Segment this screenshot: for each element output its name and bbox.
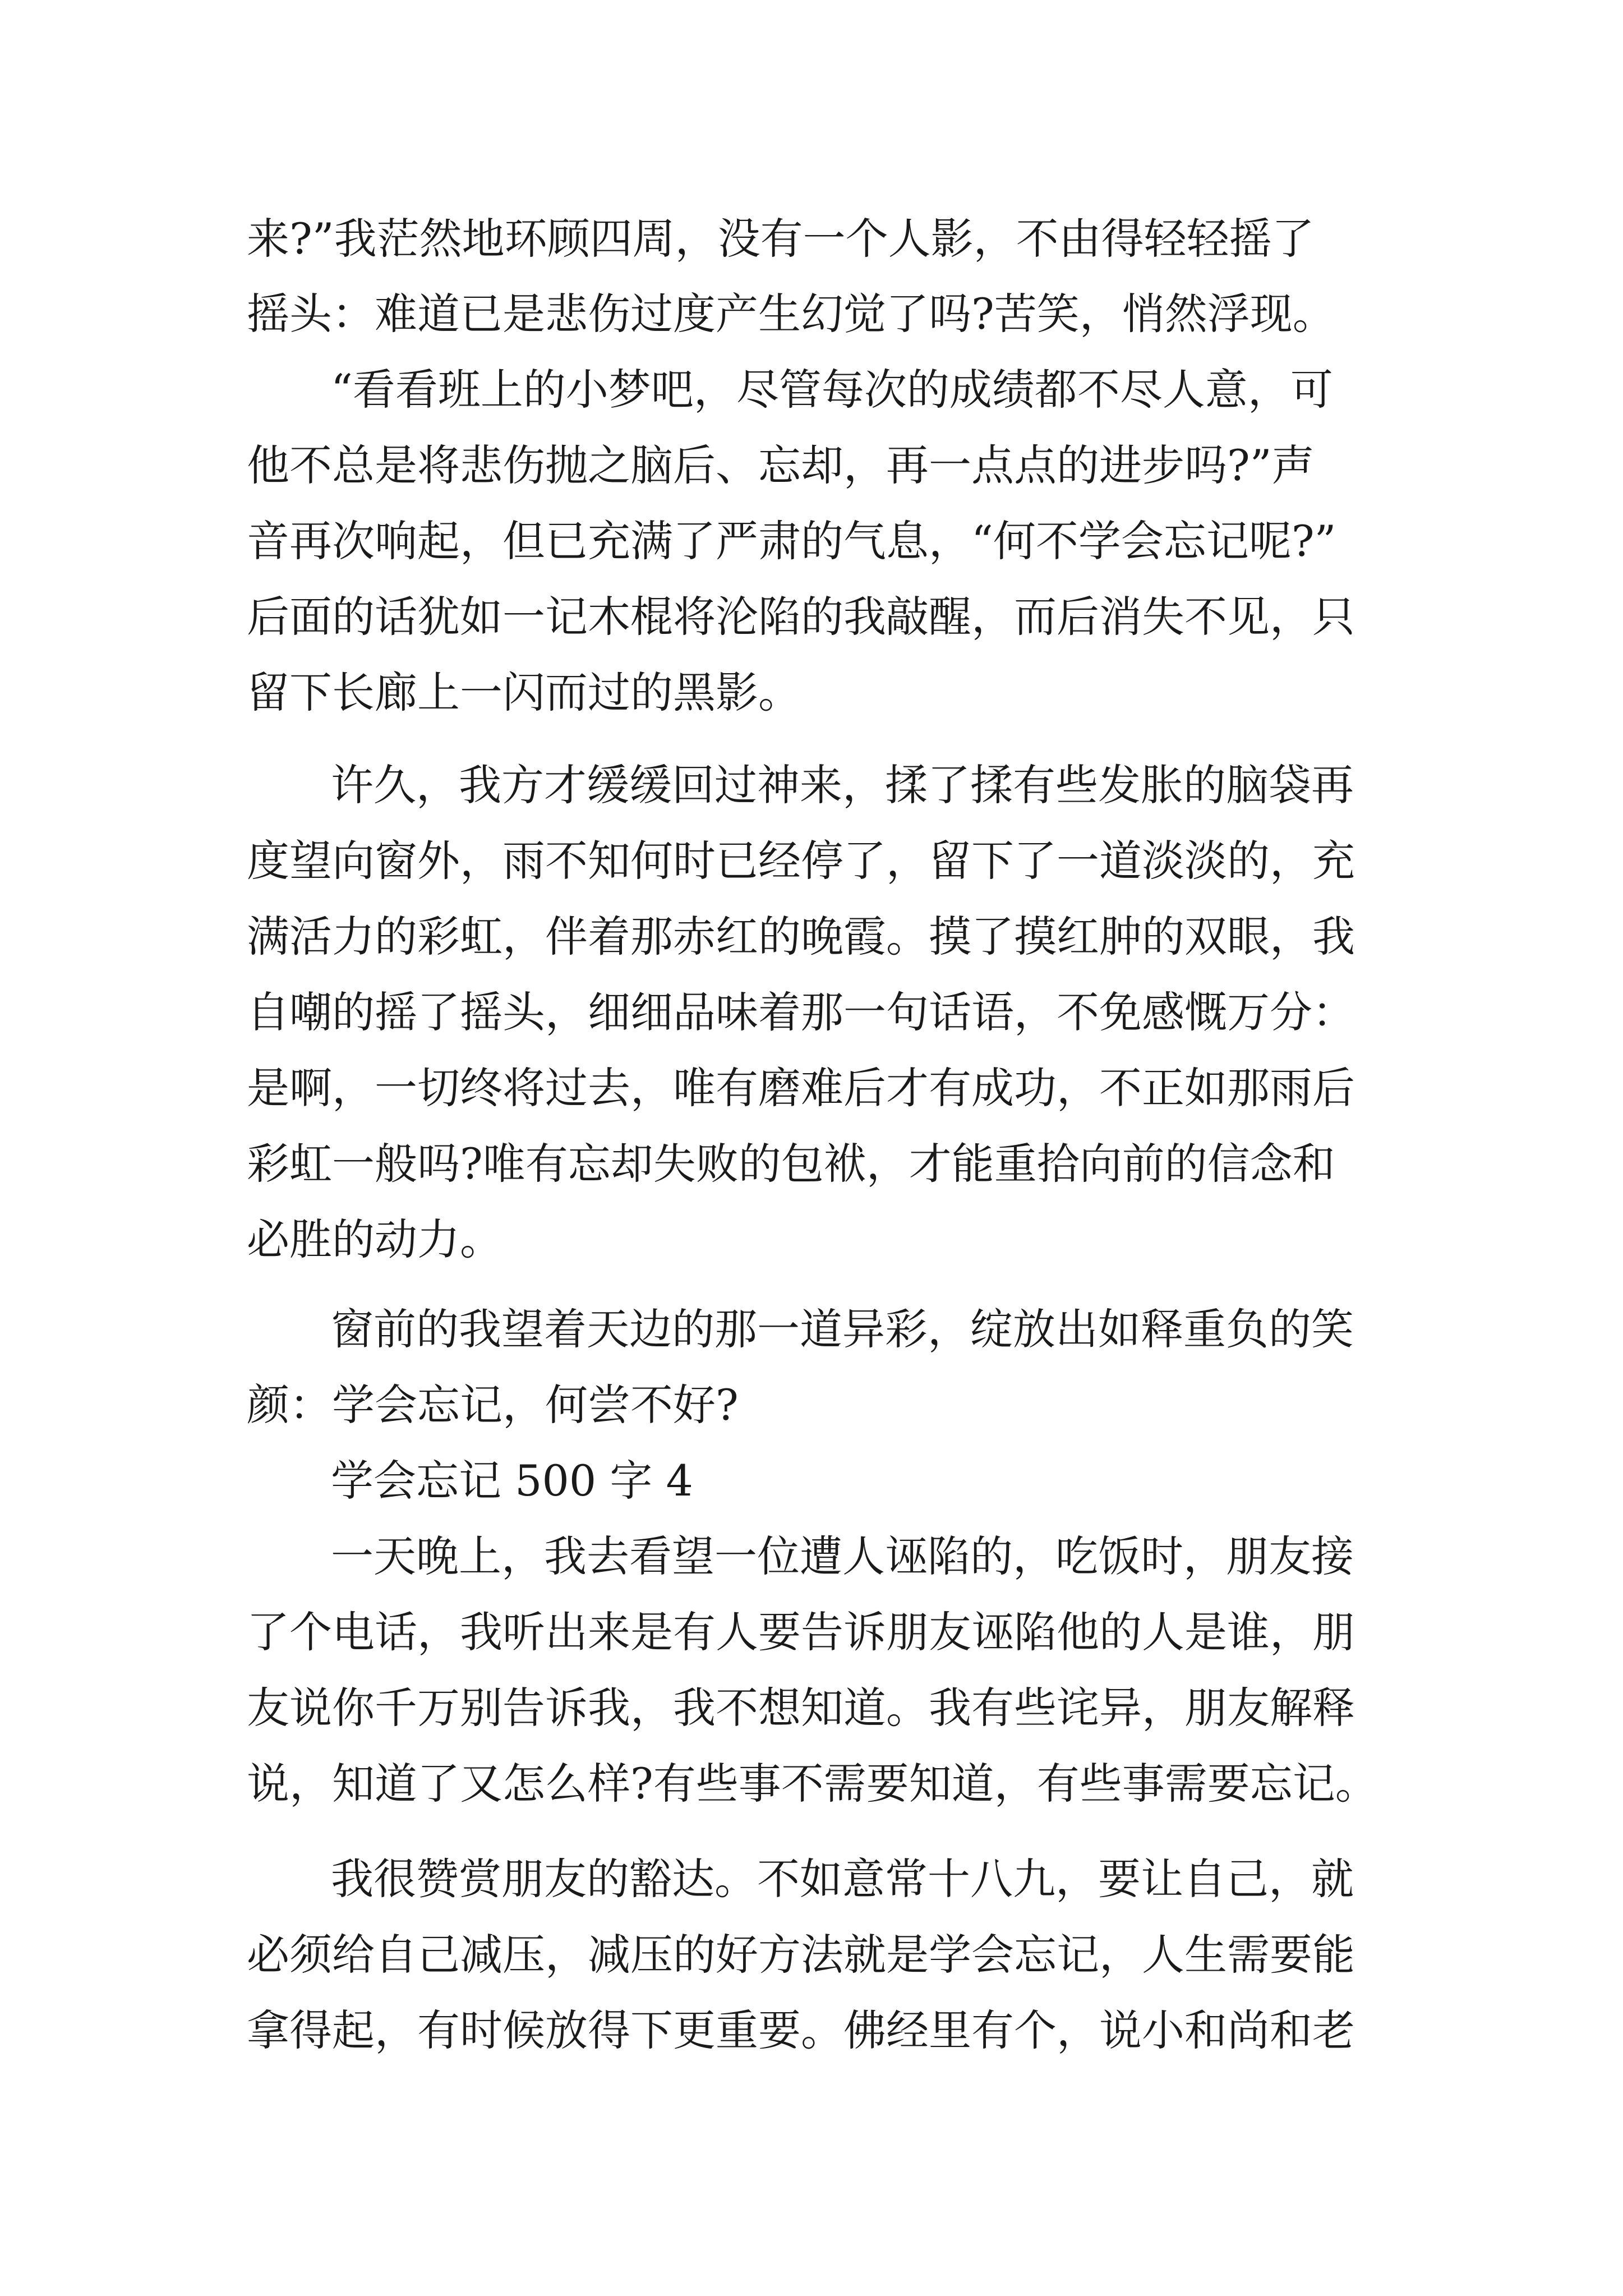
text-line: 后面的话犹如一记木棍将沦陷的我敲醒，而后消失不见，只 (247, 592, 1355, 642)
paragraph-first-line: 许久，我方才缓缓回过神来，揉了揉有些发胀的脑袋再 (331, 760, 1354, 810)
paragraph-first-line: “看看班上的小梦吧，尽管每次的成绩都不尽人意，可 (331, 365, 1333, 415)
text-line: 友说你千万别告诉我，我不想知道。我有些诧异，朋友解释 (247, 1683, 1355, 1733)
text-line: 音再次响起，但已充满了严肃的气息，“何不学会忘记呢?” (247, 516, 1336, 566)
paragraph-first-line: 窗前的我望着天边的那一道异彩，绽放出如释重负的笑 (331, 1304, 1354, 1354)
text-line: 拿得起，有时候放得下更重要。佛经里有个，说小和尚和老 (247, 2005, 1355, 2055)
text-line: 度望向窗外，雨不知何时已经停了，留下了一道淡淡的，充 (247, 836, 1355, 886)
text-line: 说，知道了又怎么样?有些事不需要知道，有些事需要忘记。 (247, 1759, 1378, 1809)
paragraph-first-line: 我很赞赏朋友的豁达。不如意常十八九，要让自己，就 (331, 1854, 1354, 1904)
text-line: 颜：学会忘记，何尝不好? (247, 1380, 739, 1430)
text-line: 彩虹一般吗?唯有忘却失败的包袱，才能重拾向前的信念和 (247, 1139, 1335, 1189)
text-line: 自嘲的摇了摇头，细细品味着那一句话语，不免感慨万分： (247, 987, 1355, 1037)
text-line: 了个电话，我听出来是有人要告诉朋友诬陷他的人是谁，朋 (247, 1607, 1355, 1657)
text-line: 是啊，一切终将过去，唯有磨难后才有成功，不正如那雨后 (247, 1063, 1355, 1113)
text-line: 留下长廊上一闪而过的黑影。 (247, 668, 801, 717)
paragraph-first-line: 一天晚上，我去看望一位遭人诬陷的，吃饭时，朋友接 (331, 1531, 1354, 1581)
text-line: 他不总是将悲伤抛之脑后、忘却，再一点点的进步吗?”声 (247, 440, 1315, 490)
text-line: 来?”我茫然地环顾四周，没有一个人影，不由得轻轻摇了 (247, 214, 1315, 264)
text-line: 满活力的彩虹，伴着那赤红的晚霞。摸了摸红肿的双眼，我 (247, 912, 1355, 961)
text-line: 摇头：难道已是悲伤过度产生幻觉了吗?苦笑，悄然浮现。 (247, 289, 1335, 339)
section-heading: 学会忘记 500 字 4 (331, 1456, 693, 1506)
text-line: 必须给自己减压，减压的好方法就是学会忘记，人生需要能 (247, 1930, 1355, 1980)
text-line: 必胜的动力。 (247, 1214, 502, 1264)
